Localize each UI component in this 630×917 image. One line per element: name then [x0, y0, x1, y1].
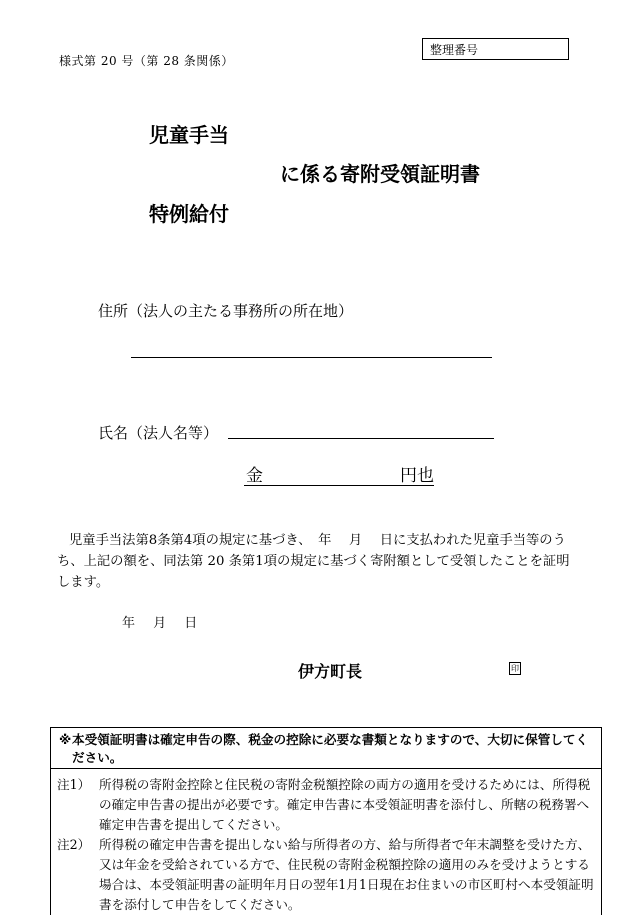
seal-icon: 印	[511, 664, 519, 673]
issue-date: 年 月 日	[122, 616, 198, 631]
amount-suffix: 円也	[400, 466, 434, 486]
amount-prefix: 金	[246, 466, 263, 486]
notes-heading	[51, 728, 601, 769]
title-child-allowance: 児童手当	[149, 123, 229, 147]
title-special-benefit: 特例給付	[149, 202, 229, 226]
note-tag: 注1）	[57, 777, 91, 792]
note-item	[57, 835, 597, 917]
notes-heading-mark: ※	[59, 732, 72, 747]
note-text: 所得税の確定申告書を提出しない給与所得者の方、給与所得者で年末調整を受けた方、又は年金を受給されている方で、住民税の寄附金税額控除の適用のみを受けようとする場合は、本受領証明書の証明年月日の翌年1月1日現在お住まいの市区町村へ本受領証明書を添付して申告をしてください。	[99, 837, 594, 912]
issuer-title: 伊方町長	[298, 662, 363, 681]
address-label: 住所（法人の主たる事務所の所在地）	[98, 302, 354, 320]
form-number: 様式第 20 号（第 28 条関係）	[59, 54, 234, 68]
note-tag: 注2）	[57, 837, 91, 852]
title-donation-certificate: に係る寄附受領証明書	[280, 162, 480, 186]
notes-box	[50, 727, 602, 915]
name-label: 氏名（法人名等）	[98, 424, 219, 442]
name-field[interactable]	[228, 438, 494, 439]
note-text: 所得税の寄附金控除と住民税の寄附金税額控除の両方の適用を受けるためには、所得税の確定申告書の提出が必要です。確定申告書に本受領証明書を添付し、所轄の税務署へ確定申告書を提出してください。	[99, 777, 591, 832]
address-field[interactable]	[131, 357, 492, 358]
certification-statement	[57, 530, 582, 593]
amount-field[interactable]	[244, 461, 434, 486]
certification-text: 児童手当法第8条第4項の規定に基づき、 年 月 日に支払われた児童手当等のうち、上記の額を、同法第 20 条第1項の規定に基づく寄附額として受領したことを証明します。	[57, 533, 570, 590]
notes-heading-text: 本受領証明書は確定申告の際、税金の控除に必要な書類となりますので、大切に保管してください。	[72, 732, 589, 765]
reference-number-label: 整理番号	[430, 43, 479, 57]
note-item	[57, 775, 597, 837]
